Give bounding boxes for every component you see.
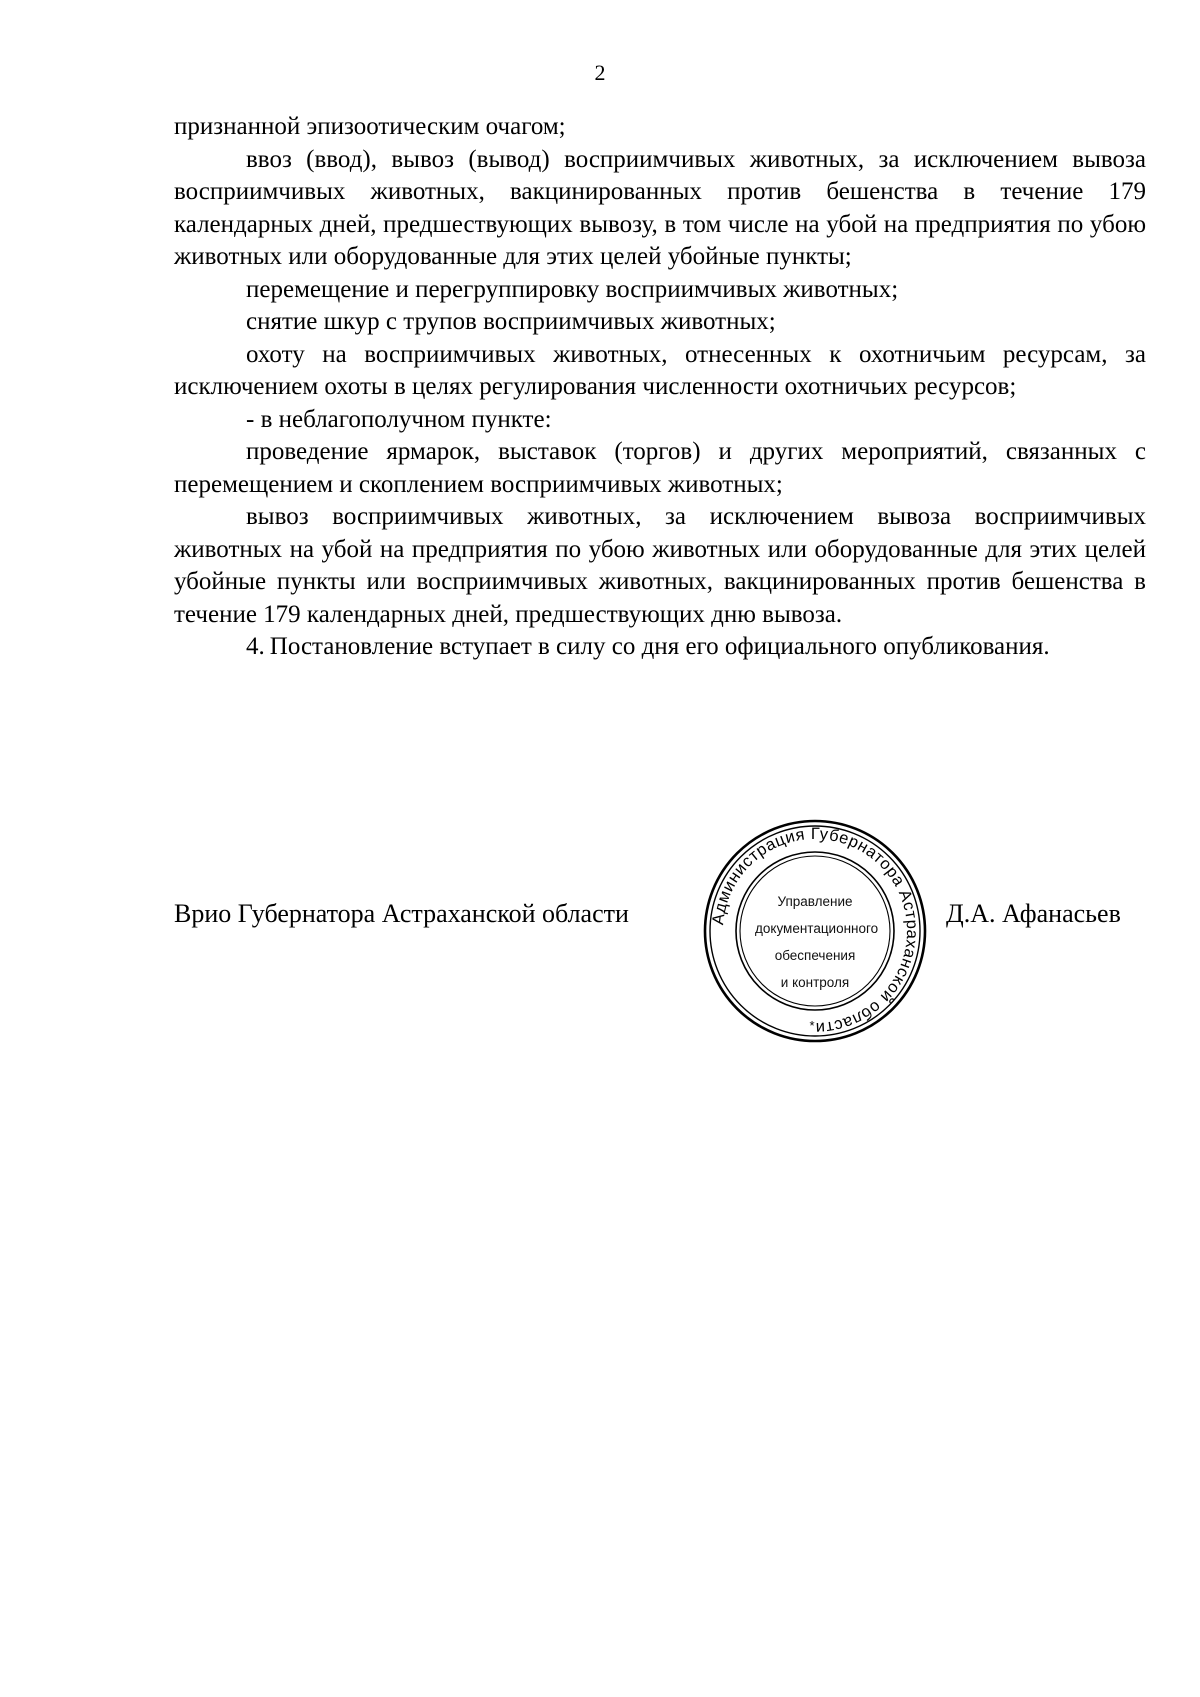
paragraph: охоту на восприимчивых животных, отнесенных к охотничьим ресурсам, за исключением охоты в целях регулирования численности охотничьих ресурсов;	[174, 340, 1146, 400]
seal-line: Управление	[777, 894, 853, 909]
seal-ring-text: Администрация Губернатора Астраханской области	[709, 824, 922, 1038]
paragraph: ввоз (ввод), вывоз (вывод) восприимчивых животных, за исключением вывоза восприимчивых животных, вакцинированных против бешенства в течение 179 календарных дней, предшествующих вывозу, в том числе на убой на предприятия по убою животных или оборудованные для этих целей убойные пункты;	[174, 145, 1146, 270]
paragraph: перемещение и перегруппировку восприимчивых животных;	[246, 275, 899, 303]
clause-4-paragraph	[174, 631, 1146, 664]
paragraph: проведение ярмарок, выставок (торгов) и других мероприятий, связанных с перемещением и скоплением восприимчивых животных;	[174, 438, 1146, 498]
document-body	[174, 111, 1146, 664]
signatory-name: Д.А. Афанасьев	[946, 899, 1121, 928]
clause-text: Постановление вступает в силу со дня его официального опубликования.	[269, 633, 1050, 660]
page-number: 2	[594, 60, 606, 85]
seal-line: и контроля	[780, 975, 850, 990]
paragraph: - в неблагополучном пункте:	[246, 405, 552, 433]
signatory-title: Врио Губернатора Астраханской области	[174, 899, 629, 928]
paragraph: признанной эпизоотическим очагом;	[174, 113, 566, 140]
paragraph: вывоз восприимчивых животных, за исключением вывоза восприимчивых животных на убой на предприятия по убою животных или оборудованные для этих целей убойные пункты или восприимчивых животных, вакцинированных против бешенства в течение 179 календарных дней, предшествующих дню вывоза.	[174, 503, 1146, 628]
seal-inner-text	[755, 888, 879, 996]
seal-star: *	[809, 1018, 815, 1033]
clause-number: 4.	[246, 633, 265, 660]
paragraph: снятие шкур с трупов восприимчивых животных;	[246, 308, 776, 335]
official-seal	[702, 818, 928, 1044]
seal-line: обеспечения	[774, 948, 856, 963]
seal-line: документационного	[755, 921, 879, 936]
